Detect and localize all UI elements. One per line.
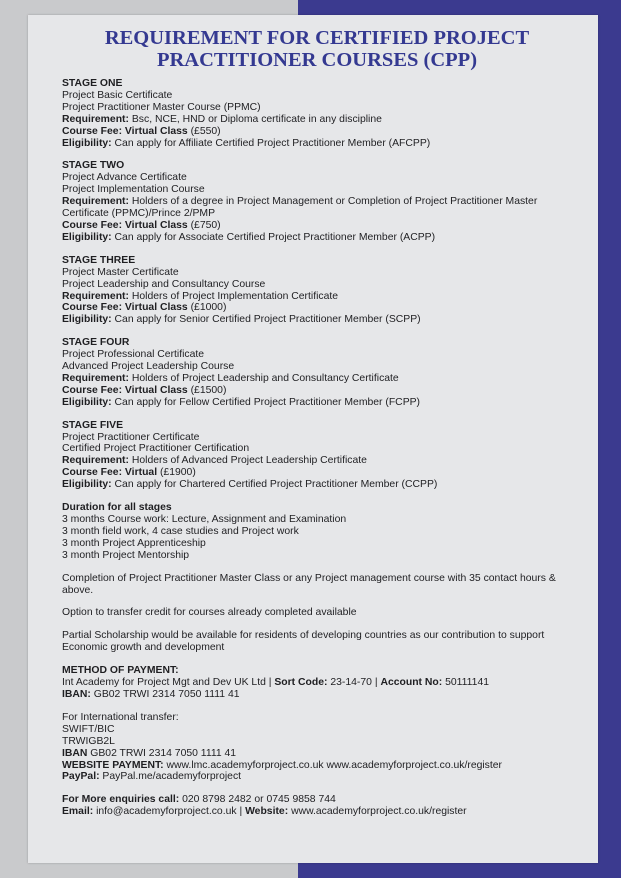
stage-requirement: [62, 114, 572, 126]
document-sheet: [28, 15, 598, 863]
international-intro: For International transfer:: [62, 711, 179, 723]
title-line-1: REQUIREMENT FOR CERTIFIED PROJECT: [104, 27, 530, 49]
fee-amount: (£750): [187, 219, 221, 231]
eligibility-label: Eligibility:: [62, 231, 112, 243]
stage-requirement: [62, 196, 572, 220]
requirement-text: Holders of Project Leadership and Consultancy Certificate: [128, 372, 399, 384]
requirement-text: Holders of a degree in Project Management or Completion of Project Practitioner Master Certificate (PPMC)/Prince 2/PMP: [62, 196, 538, 220]
call-line: [62, 794, 572, 806]
stage-course: Project Practitioner Master Course (PPMC): [62, 101, 261, 113]
stage-5: [62, 420, 572, 491]
stage-eligibility: [62, 397, 572, 409]
note-scholarship: Partial Scholarship would be available for residents of developing countries as our contribution to support Economic growth and development: [62, 630, 545, 654]
eligibility-label: Eligibility:: [62, 396, 112, 408]
stage-heading: STAGE FIVE: [62, 419, 124, 431]
email-website-line: [62, 806, 572, 818]
stage-heading: STAGE FOUR: [62, 337, 130, 349]
website-link[interactable]: www.academyforproject.co.uk/register: [288, 806, 467, 818]
eligibility-text: Can apply for Senior Certified Project Practitioner Member (SCPP): [111, 314, 421, 326]
requirement-label: Requirement:: [62, 455, 129, 467]
fee-label: Course Fee: Virtual Class: [62, 302, 188, 314]
stage-requirement: [62, 455, 572, 467]
stage-certificate: Project Advance Certificate: [62, 172, 187, 184]
fee-amount: (£1500): [187, 384, 227, 396]
fee-amount: (£550): [187, 125, 221, 137]
intl-iban-label: IBAN: [62, 747, 88, 759]
fee-amount: (£1900): [157, 467, 196, 479]
stage-fee: [62, 220, 572, 232]
fee-label: Course Fee: Virtual Class: [62, 384, 188, 396]
stage-eligibility: [62, 479, 572, 491]
eligibility-label: Eligibility:: [62, 314, 112, 326]
duration-item: 3 months Course work: Lecture, Assignment and Examination: [62, 514, 347, 525]
requirement-text: Holders of Project Implementation Certificate: [128, 290, 339, 302]
website-payment-links[interactable]: www.lmc.academyforproject.co.uk www.academyforproject.co.uk/register: [163, 759, 503, 771]
stage-requirement: [62, 373, 572, 385]
stage-1: [62, 78, 572, 149]
email-link[interactable]: info@academyforproject.co.uk: [93, 806, 237, 818]
iban-label: IBAN:: [62, 688, 91, 700]
stage-2: [62, 160, 572, 243]
requirement-label: Requirement:: [62, 372, 129, 384]
requirement-text: Holders of Advanced Project Leadership Certificate: [128, 455, 367, 467]
stage-fee: [62, 302, 572, 314]
document-content: [62, 27, 572, 829]
stage-eligibility: [62, 138, 572, 150]
sort-code-label: Sort Code:: [274, 677, 328, 689]
eligibility-text: Can apply for Affiliate Certified Project Practitioner Member (AFCPP): [111, 137, 431, 149]
intl-iban-value: GB02 TRWI 2314 7050 1111 41: [87, 747, 237, 759]
stage-heading: STAGE ONE: [62, 78, 123, 89]
separator: |: [265, 677, 275, 689]
note-completion: Completion of Project Practitioner Master Class or any Project management course with 35 contact hours & above.: [62, 572, 556, 596]
separator: |: [236, 806, 246, 818]
website-payment-line: [62, 760, 572, 772]
stage-eligibility: [62, 314, 572, 326]
stage-eligibility: [62, 232, 572, 244]
stage-certificate: Project Professional Certificate: [62, 349, 205, 361]
sort-code: 23-14-70: [327, 677, 372, 689]
title-line-2: PRACTITIONER COURSES (CPP): [156, 49, 478, 71]
paypal-line: [62, 771, 572, 783]
intl-iban-line: [62, 748, 572, 760]
requirement-label: Requirement:: [62, 290, 129, 302]
payment-heading: METHOD OF PAYMENT:: [62, 665, 179, 677]
iban-value: GB02 TRWI 2314 7050 1111 41: [90, 688, 240, 700]
payment-section: [62, 665, 572, 701]
stage-course: Advanced Project Leadership Course: [62, 361, 235, 373]
stage-heading: STAGE TWO: [62, 160, 125, 172]
website-payment-label: WEBSITE PAYMENT:: [62, 759, 164, 771]
eligibility-text: Can apply for Associate Certified Project Practitioner Member (ACPP): [111, 231, 436, 243]
stage-course: Certified Project Practitioner Certification: [62, 443, 250, 455]
stage-course: Project Leadership and Consultancy Course: [62, 278, 266, 290]
duration-item: 3 month field work, 4 case studies and Project work: [62, 525, 299, 537]
duration-item: 3 month Project Mentorship: [62, 549, 190, 561]
paypal-label: PayPal:: [62, 771, 100, 783]
stage-3: [62, 255, 572, 326]
eligibility-text: Can apply for Chartered Certified Project Practitioner Member (CCPP): [111, 479, 438, 491]
requirement-label: Requirement:: [62, 196, 129, 208]
separator: |: [371, 677, 381, 689]
international-section: [62, 712, 572, 783]
stage-requirement: [62, 291, 572, 303]
fee-label: Course Fee: Virtual Class: [62, 125, 188, 137]
paypal-link[interactable]: PayPal.me/academyforproject: [99, 771, 242, 783]
eligibility-label: Eligibility:: [62, 137, 112, 149]
stage-fee: [62, 126, 572, 138]
requirement-text: Bsc, NCE, HND or Diploma certificate in any discipline: [128, 113, 382, 125]
stage-4: [62, 337, 572, 408]
bank-details: [62, 677, 572, 689]
duration-item: 3 month Project Apprenticeship: [62, 537, 206, 549]
stage-certificate: Project Practitioner Certificate: [62, 431, 200, 443]
stage-heading: STAGE THREE: [62, 254, 136, 266]
fee-label: Course Fee: Virtual: [62, 467, 158, 479]
iban-line: [62, 689, 572, 701]
stage-certificate: Project Basic Certificate: [62, 89, 173, 101]
stage-certificate: Project Master Certificate: [62, 266, 179, 278]
email-label: Email:: [62, 806, 94, 818]
duration-heading: Duration for all stages: [62, 502, 172, 514]
contact-section: [62, 794, 572, 818]
requirement-label: Requirement:: [62, 113, 129, 125]
call-label: For More enquiries call:: [62, 794, 180, 806]
swift-code: TRWIGB2L: [62, 735, 115, 747]
duration-section: [62, 502, 572, 562]
document-title: [62, 27, 572, 71]
stage-fee: [62, 467, 572, 479]
eligibility-label: Eligibility:: [62, 479, 112, 491]
account-name: Int Academy for Project Mgt and Dev UK Ltd: [62, 677, 266, 689]
call-numbers: 020 8798 2482 or 0745 9858 744: [179, 794, 336, 806]
stage-course: Project Implementation Course: [62, 184, 205, 196]
swift-label: SWIFT/BIC: [62, 723, 115, 735]
fee-amount: (£1000): [187, 302, 227, 314]
fee-label: Course Fee: Virtual Class: [62, 219, 188, 231]
stage-fee: [62, 385, 572, 397]
eligibility-text: Can apply for Fellow Certified Project Practitioner Member (FCPP): [111, 396, 421, 408]
account-no-label: Account No:: [380, 677, 443, 689]
note-transfer-credit: Option to transfer credit for courses already completed available: [62, 607, 357, 619]
account-no: 50111141: [442, 677, 490, 689]
website-label: Website:: [245, 806, 289, 818]
